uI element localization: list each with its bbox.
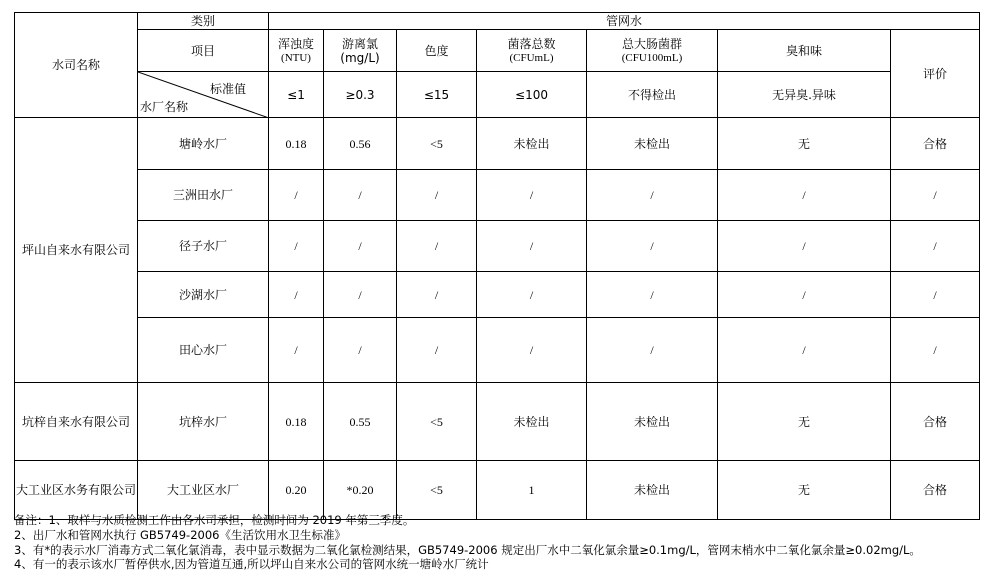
standard-odor-taste: 无异臭.异味 [718, 72, 891, 118]
value-cell: / [269, 170, 324, 221]
param-name: 浑浊度 [277, 36, 314, 51]
value-cell: <5 [397, 383, 477, 461]
value-cell: / [718, 318, 891, 383]
note-line: 2、出厂水和管网水执行 GB5749-2006《生活饮用水卫生标准》 [14, 527, 346, 542]
value-cell: / [587, 272, 718, 318]
param-unit: (NTU) [281, 51, 311, 64]
param-header-total-coliform [587, 30, 718, 72]
table-row [15, 118, 980, 170]
param-name: 臭和味 [785, 43, 822, 58]
param-header-turbidity [269, 30, 324, 72]
note-line: 3、有*的表示水厂消毒方式二氧化氯消毒，表中显示数据为二氧化氯检测结果，GB5749-2006 规定出厂水中二氧化氯余量≥0.1mg/L，管网末梢水中二氧化氯余量≥0.02mg/L。 [14, 542, 921, 557]
value-cell: 0.20 [269, 461, 324, 520]
notes-section [14, 513, 974, 572]
plant-name: 径子水厂 [138, 221, 269, 272]
value-cell: 无 [718, 461, 891, 520]
value-cell: / [397, 170, 477, 221]
value-cell: / [477, 318, 587, 383]
value-cell: 未检出 [587, 383, 718, 461]
value-cell: / [324, 318, 397, 383]
param-name: 菌落总数 [507, 36, 556, 51]
table-row [15, 221, 980, 272]
value-cell: 无 [718, 383, 891, 461]
table-row [15, 272, 980, 318]
evaluation-cell: / [891, 318, 980, 383]
value-cell: / [477, 170, 587, 221]
param-unit: (CFUmL) [509, 51, 554, 64]
value-cell: / [587, 221, 718, 272]
param-name: 色度 [424, 43, 449, 58]
value-cell: 未检出 [587, 118, 718, 170]
standard-label: 标准值 [209, 82, 246, 96]
value-cell: / [397, 272, 477, 318]
param-header-free-chlorine [324, 30, 397, 72]
value-cell: / [587, 318, 718, 383]
evaluation-cell: / [891, 221, 980, 272]
evaluation-cell: 合格 [891, 383, 980, 461]
value-cell: 1 [477, 461, 587, 520]
value-cell: / [477, 272, 587, 318]
value-cell: 未检出 [477, 118, 587, 170]
param-header-colony-count [477, 30, 587, 72]
category-header: 类别 [138, 13, 269, 30]
standard-colony-count: ≤100 [477, 72, 587, 118]
company-name: 坪山自来水有限公司 [15, 118, 138, 383]
note-line: 4、有一的表示该水厂暂停供水,因为管道互通,所以坪山自来水公司的管网水统一塘岭水厂统计 [14, 557, 489, 572]
value-cell: *0.20 [324, 461, 397, 520]
value-cell: / [397, 221, 477, 272]
plant-name: 塘岭水厂 [138, 118, 269, 170]
value-cell: / [324, 221, 397, 272]
table-row [15, 383, 980, 461]
value-cell: 无 [718, 118, 891, 170]
diagonal-header-cell [138, 72, 269, 118]
param-name: 总大肠菌群 [621, 36, 682, 51]
table-row [15, 318, 980, 383]
evaluation-header: 评价 [891, 30, 980, 118]
value-cell: / [587, 170, 718, 221]
evaluation-cell: / [891, 170, 980, 221]
value-cell: 0.18 [269, 118, 324, 170]
value-cell: <5 [397, 118, 477, 170]
value-cell: / [718, 221, 891, 272]
company-name: 大工业区水务有限公司 [15, 461, 138, 520]
value-cell: 0.55 [324, 383, 397, 461]
value-cell: 0.56 [324, 118, 397, 170]
evaluation-cell: 合格 [891, 118, 980, 170]
plant-name: 沙湖水厂 [138, 272, 269, 318]
table-row [15, 170, 980, 221]
plant-name: 大工业区水厂 [138, 461, 269, 520]
note-line: 备注：1、取样与水质检测工作由各水司承担，检测时间为 2019 年第三季度。 [14, 513, 415, 527]
value-cell: <5 [397, 461, 477, 520]
group-header: 管网水 [269, 13, 980, 30]
plant-name: 坑梓水厂 [138, 383, 269, 461]
param-unit: (CFU100mL) [621, 51, 683, 64]
value-cell: / [397, 318, 477, 383]
param-name: 游离氯(mg/L) [340, 36, 380, 65]
company-column-header: 水司名称 [15, 13, 138, 118]
standard-total-coliform: 不得检出 [587, 72, 718, 118]
item-header: 项目 [138, 30, 269, 72]
value-cell: 未检出 [587, 461, 718, 520]
value-cell: / [324, 170, 397, 221]
standard-turbidity: ≤1 [269, 72, 324, 118]
plant-name: 三洲田水厂 [138, 170, 269, 221]
water-quality-table [14, 12, 980, 520]
company-name: 坑梓自来水有限公司 [15, 383, 138, 461]
plant-name: 田心水厂 [138, 318, 269, 383]
value-cell: / [269, 318, 324, 383]
value-cell: / [477, 221, 587, 272]
param-header-odor-taste [718, 30, 891, 72]
standard-free-chlorine: ≥0.3 [324, 72, 397, 118]
evaluation-cell: 合格 [891, 461, 980, 520]
value-cell: 未检出 [477, 383, 587, 461]
evaluation-cell: / [891, 272, 980, 318]
value-cell: / [269, 221, 324, 272]
value-cell: / [718, 170, 891, 221]
value-cell: 0.18 [269, 383, 324, 461]
standard-color: ≤15 [397, 72, 477, 118]
param-header-color [397, 30, 477, 72]
plant-label: 水厂名称 [140, 100, 189, 114]
value-cell: / [718, 272, 891, 318]
value-cell: / [324, 272, 397, 318]
value-cell: / [269, 272, 324, 318]
table-row [15, 461, 980, 520]
